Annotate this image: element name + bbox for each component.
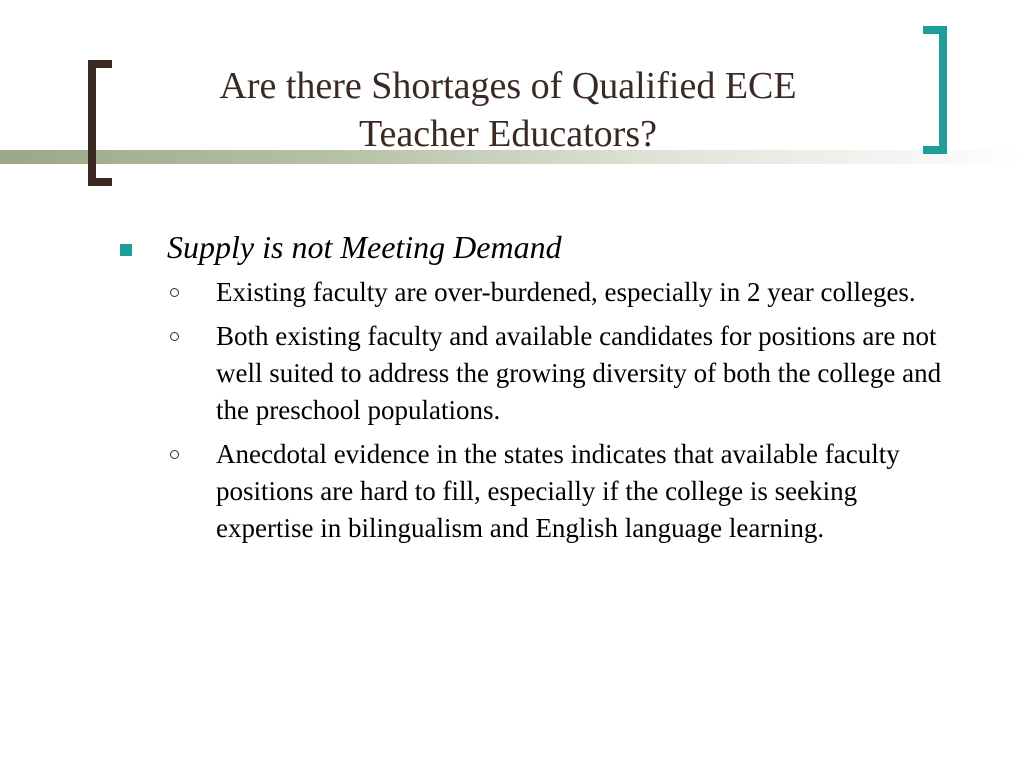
left-bracket-decoration xyxy=(88,60,112,186)
main-bullet-item xyxy=(116,226,956,268)
circle-bullet-icon xyxy=(170,288,179,297)
slide-body xyxy=(116,226,956,554)
sub-bullet-text: Anecdotal evidence in the states indicates that available faculty positions are hard to fill, especially if the college is seeking expertise in bilingualism and English language learning. xyxy=(216,439,900,543)
circle-bullet-icon xyxy=(170,450,179,459)
slide-title xyxy=(140,62,876,158)
sub-bullet-item xyxy=(116,318,956,429)
sub-bullet-list xyxy=(116,274,956,547)
square-bullet-icon xyxy=(120,244,132,256)
sub-bullet-text: Existing faculty are over-burdened, especially in 2 year colleges. xyxy=(216,277,916,307)
slide-title-line-1: Are there Shortages of Qualified ECE xyxy=(219,65,797,107)
main-bullet-text: Supply is not Meeting Demand xyxy=(167,229,562,265)
sub-bullet-item xyxy=(116,274,956,311)
slide-title-line-2: Teacher Educators? xyxy=(359,113,657,155)
right-bracket-decoration xyxy=(923,26,947,154)
circle-bullet-icon xyxy=(170,332,179,341)
sub-bullet-item xyxy=(116,436,956,547)
sub-bullet-text: Both existing faculty and available candidates for positions are not well suited to address the growing diversity of both the college and the preschool populations. xyxy=(216,321,942,425)
